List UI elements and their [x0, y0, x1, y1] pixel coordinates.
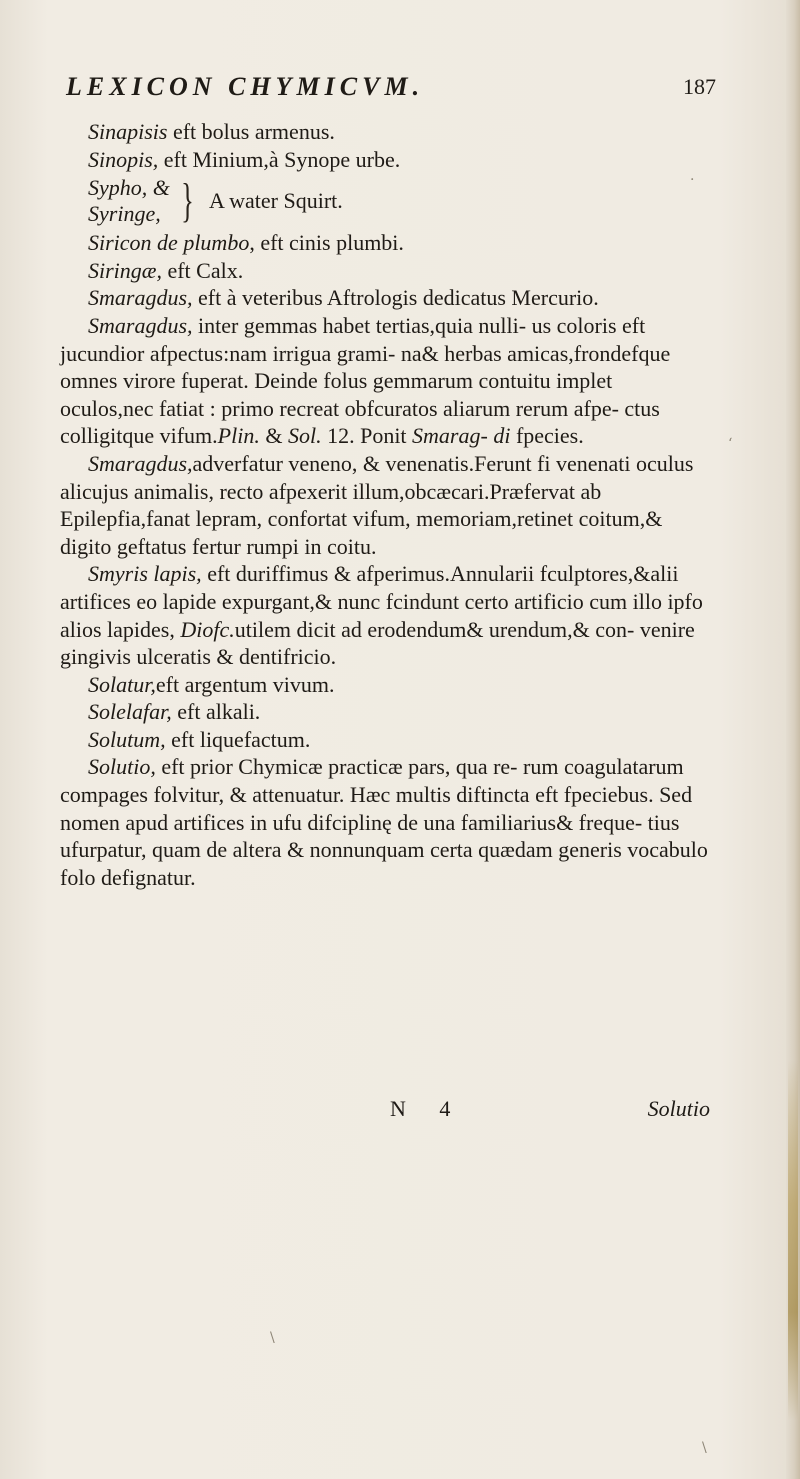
lemma: Solelafar,: [88, 699, 172, 725]
brace-lemmas: [88, 175, 170, 227]
citation: Diofc.: [180, 616, 235, 642]
definition: eft alkali.: [171, 699, 261, 725]
entry-smyris: [60, 560, 710, 670]
lemma: Smaragdus,: [88, 312, 193, 338]
entry-siringae: [60, 257, 710, 285]
lemma: Sinapisis: [88, 119, 168, 144]
text-block: [60, 118, 710, 891]
lemma: Solatur,: [88, 671, 156, 697]
entry-solelafar: [60, 698, 710, 726]
entry-smaragdus-3: [60, 450, 710, 560]
lemma: Sypho, &: [88, 175, 170, 201]
catchword: Solutio: [647, 1096, 710, 1121]
definition: inter gemmas habet tertias,quia nulli- us coloris eft jucundior afpectus:nam irrigua grami- na& herbas amicas,frondefque omnes virore fuperat. Deinde folus gemmarum contuitu implet oculos,nec fatiat : primo recreat obfcuratos aliarum rerum afpe- ctus colligitque vifum.: [60, 312, 671, 449]
definition: utilem dicit ad erodendum& urendum,& con- venire gingivis ulceratis & dentifricio.: [60, 616, 695, 670]
lemma: Smyris lapis,: [88, 561, 202, 587]
paper-speck: ‘: [728, 436, 733, 452]
citation: Sol.: [287, 423, 322, 449]
entry-sinapisis: [60, 118, 710, 146]
lemma: Solutio,: [88, 754, 156, 780]
definition: eft bolus armenus.: [167, 119, 335, 144]
page-footer: [60, 1096, 710, 1126]
entry-solutio: [60, 753, 710, 891]
entry-sinopis: [60, 146, 710, 174]
signature-mark: N 4: [390, 1096, 465, 1121]
stain: [788, 1060, 798, 1420]
definition: fpecies.: [510, 423, 584, 449]
definition: , eft cinis plumbi.: [249, 230, 404, 256]
citation: Plin.: [217, 423, 260, 449]
paper-speck: \: [270, 1330, 275, 1346]
definition: &: [259, 423, 288, 449]
entry-siricon: [60, 229, 710, 257]
entry-solutum: [60, 726, 710, 754]
lemma: Siringæ,: [88, 257, 162, 283]
lemma: Smaragdus,: [88, 285, 193, 311]
entry-solatur: [60, 671, 710, 699]
definition: eft prior Chymicæ practicæ pars, qua re- rum coagulatarum compages folvitur, & attenuatur. Hæc multis diftincta eft fpeciebus. Sed nomen apud artifices in ufu difciplinę de una familiarius& freque- tius ufurpatur, quam de altera & nonnunquam certa quædam generis vocabulo folo defignatur.: [60, 754, 708, 890]
definition: A water Squirt.: [208, 188, 343, 214]
page-edge: [786, 0, 800, 1479]
definition: eft Calx.: [161, 257, 244, 283]
lemma: Sinopis,: [88, 146, 159, 172]
page-header: [56, 72, 716, 108]
paper-speck: \: [702, 1440, 707, 1456]
definition: adverfatur veneno, & venenatis.Ferunt fi venenati oculus alicujus animalis, recto afpexerit illum,obcæcari.Præfervat ab Epilepfia,fanat lepram, confortat vifum, memoriam,retinet coitum,& digito geftatus fertur rumpi in coitu.: [60, 450, 694, 559]
brace-glyph: }: [181, 174, 194, 228]
running-title: LEXICON CHYMICVM.: [66, 72, 425, 101]
paper-speck: ·: [690, 172, 695, 188]
definition: 12. Ponit: [321, 423, 413, 449]
entry-smaragdus-2: [60, 312, 710, 450]
entry-smaragdus-1: [60, 284, 710, 312]
page-number: 187: [683, 74, 716, 99]
definition: eft liquefactum.: [165, 726, 311, 752]
entry-sypho-syringe: [88, 173, 710, 229]
lemma: Syringe,: [88, 201, 161, 227]
definition: eft duriffimus & afperimus.Annularii fculptores,&alii artifices eo lapide expurgant,& nunc fcindunt certo artificio cum illo ipfo alios lapides,: [60, 561, 703, 642]
definition: eft argentum vivum.: [155, 671, 335, 697]
cross-reference: Smarag- di: [412, 423, 511, 449]
definition: eft à veteribus Aftrologis dedicatus Mercurio.: [192, 285, 599, 311]
definition: eft Minium,à Synope urbe.: [158, 146, 401, 172]
lemma: Solutum,: [88, 726, 166, 752]
lemma: Smaragdus,: [88, 450, 193, 476]
lemma: Siricon de plumbo: [88, 230, 250, 256]
